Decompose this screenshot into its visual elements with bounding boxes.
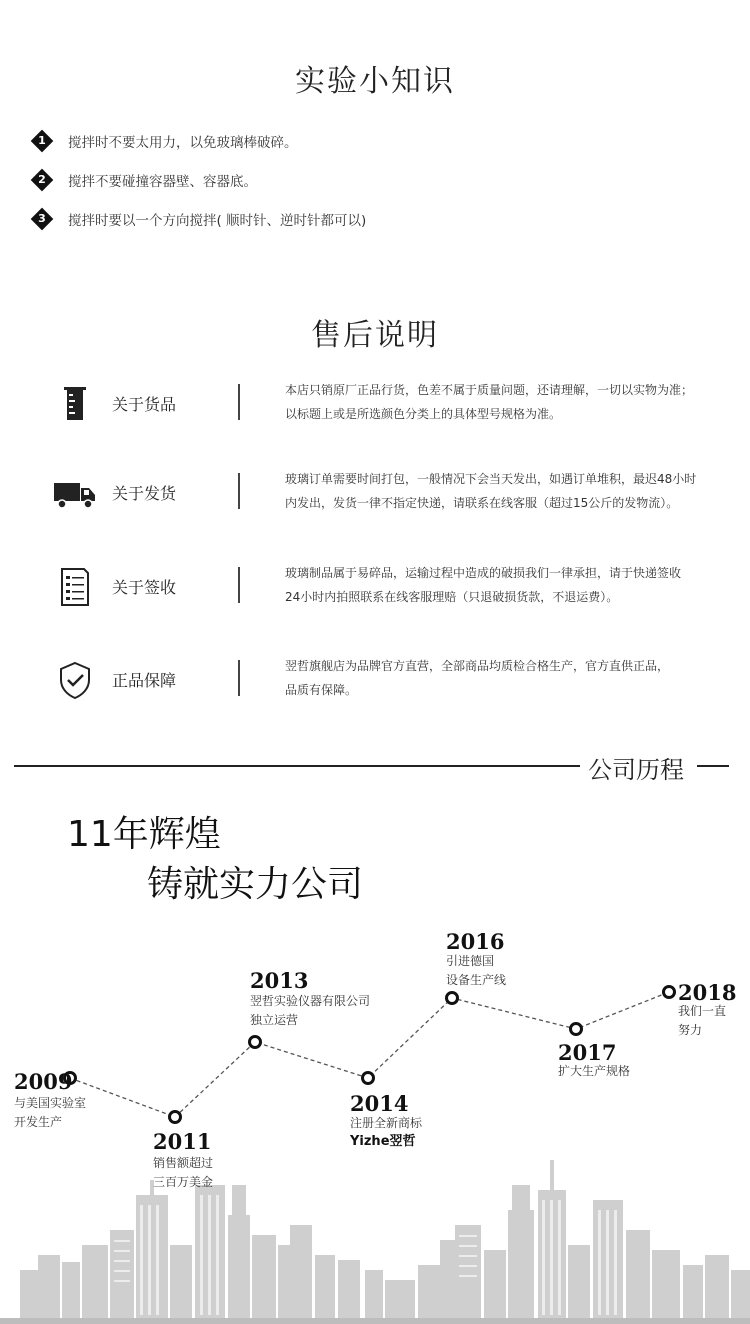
service-label: 关于发货 xyxy=(112,484,177,503)
history-label: 公司历程 xyxy=(588,756,684,784)
after-sales-title: 售后说明 xyxy=(311,318,439,353)
tip-text: 搅拌时不要太用力，以免玻璃棒破碎。 xyxy=(68,135,298,151)
tip-text: 搅拌时要以一个方向搅拌( 顺时针、逆时针都可以) xyxy=(68,213,367,229)
milestone-dot-2016 xyxy=(447,993,458,1004)
milestone-dot-2013 xyxy=(250,1037,261,1048)
milestone-text: 注册全新商标 xyxy=(350,1116,423,1130)
milestone-year: 2017 xyxy=(558,1040,617,1065)
service-label: 正品保障 xyxy=(112,671,177,690)
number-badge-icon: 2 xyxy=(32,170,52,190)
milestone-text: 我们一直 努力 xyxy=(678,1004,727,1037)
milestone-text: 销售额超过 三百万美金 xyxy=(153,1156,214,1189)
tip-text: 搅拌不要碰撞容器壁、容器底。 xyxy=(68,174,257,190)
milestone-dot-2018 xyxy=(664,987,675,998)
service-description: 玻璃制品属于易碎品，运输过程中造成的破损我们一律承担，请于快递签收 24小时内拍照联系在线客服理赔（只退破损货款，不退运费）。 xyxy=(285,566,682,604)
service-label: 关于签收 xyxy=(112,578,177,597)
milestone-year: 2016 xyxy=(446,929,505,954)
slogan-line-2: 铸就实力公司 xyxy=(147,864,364,905)
milestone-text: 扩大生产规格 xyxy=(558,1064,631,1078)
service-description: 本店只销原厂正品行货，色差不属于质量问题，还请理解，一切以实物为准； 以标题上或是所选颜色分类上的具体型号规格为准。 xyxy=(285,383,694,421)
number-badge-icon: 3 xyxy=(32,209,52,229)
milestone-year: 2009 xyxy=(14,1069,73,1094)
milestone-year: 2014 xyxy=(350,1091,409,1116)
milestone-text: 与美国实验室 开发生产 xyxy=(14,1096,87,1129)
milestone-text: 翌哲实验仪器有限公司 独立运营 xyxy=(250,994,371,1027)
milestone-dot-2017 xyxy=(571,1024,582,1035)
milestone-dot-2011 xyxy=(170,1112,181,1123)
milestone-dot-2014 xyxy=(363,1073,374,1084)
service-description: 翌哲旗舰店为品牌官方直营，全部商品均质检合格生产，官方直供正品， 品质有保障。 xyxy=(285,659,670,697)
milestone-year: 2018 xyxy=(678,980,737,1005)
slogan-line-1: 11年辉煌 xyxy=(67,814,221,855)
tips-title: 实验小知识 xyxy=(295,64,455,99)
brand-logo: Yizhe翌哲 xyxy=(350,1134,416,1149)
milestone-year: 2011 xyxy=(153,1129,212,1154)
service-description: 玻璃订单需要时间打包，一般情况下会当天发出，如遇订单堆积，最迟48小时 内发出，发货一律不指定快递，请联系在线客服（超过15公斤的发物流）。 xyxy=(285,472,697,510)
number-badge-icon: 1 xyxy=(32,131,52,151)
milestone-year: 2013 xyxy=(250,968,309,993)
milestone-text: 引进德国 设备生产线 xyxy=(446,954,507,987)
service-label: 关于货品 xyxy=(112,395,177,414)
